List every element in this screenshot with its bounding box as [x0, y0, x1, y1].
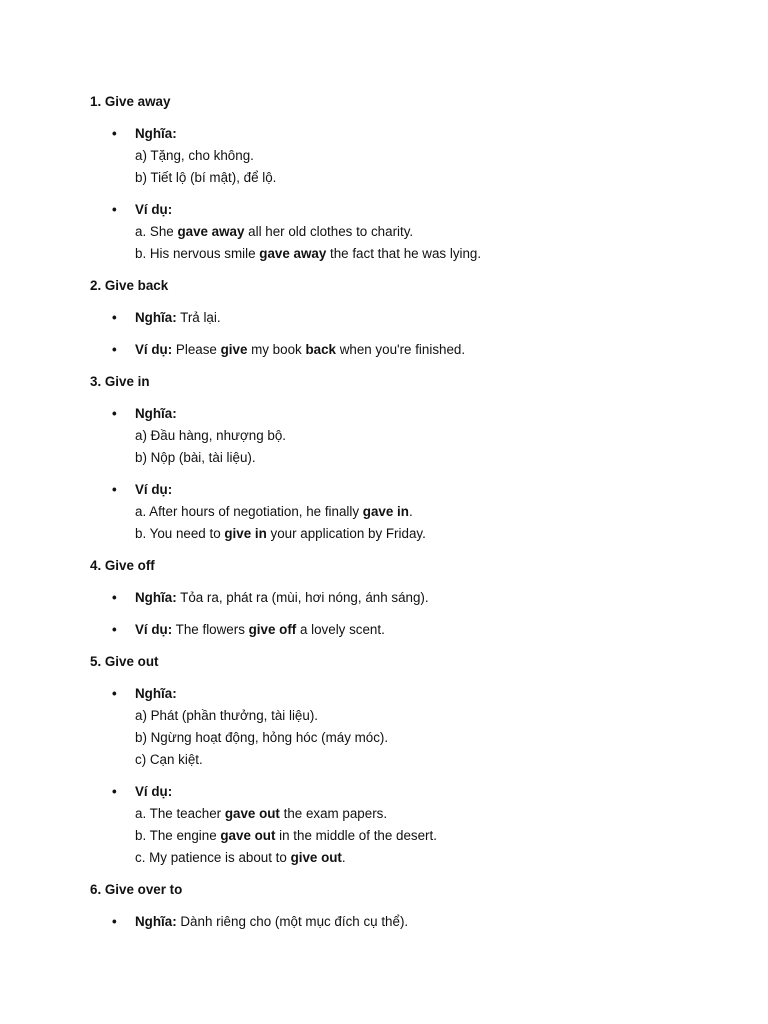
- meaning-label: Nghĩa:: [135, 914, 177, 929]
- meaning-line: a) Phát (phần thưởng, tài liệu).: [135, 708, 318, 723]
- example-item: [90, 781, 710, 869]
- meaning-line: a) Tặng, cho không.: [135, 148, 254, 163]
- phrasal-verb: gave in: [362, 504, 409, 519]
- meaning-item: [90, 123, 710, 189]
- bullet-icon: •: [112, 342, 117, 357]
- phrasal-verb: gave away: [259, 246, 327, 261]
- meaning-text: Trả lại.: [176, 310, 221, 325]
- bullet-icon: •: [112, 310, 117, 325]
- example-label: Ví dụ:: [135, 342, 173, 357]
- meaning-item: [90, 307, 710, 329]
- meaning-line: b) Ngừng hoạt động, hỏng hóc (máy móc).: [135, 730, 389, 745]
- phrasal-verb: give in: [224, 526, 267, 541]
- example-label: Ví dụ:: [135, 202, 173, 217]
- entry-title: 4. Give off: [90, 558, 155, 573]
- bullet-icon: •: [112, 590, 117, 605]
- entry-title: 6. Give over to: [90, 882, 183, 897]
- example-line: a. After hours of negotiation, he finally gave in.: [135, 504, 413, 519]
- example-item: • Ví dụ: Please give my book back when you're finished.: [90, 339, 710, 361]
- example-line: c. My patience is about to give out.: [135, 850, 346, 865]
- example-line: b. His nervous smile gave away the fact that he was lying.: [135, 246, 482, 261]
- meaning-item: [90, 911, 710, 933]
- meaning-label: Nghĩa:: [135, 686, 177, 701]
- bullet-icon: •: [112, 784, 117, 799]
- meaning-label: Nghĩa:: [135, 126, 177, 141]
- meaning-item: [90, 403, 710, 469]
- bullet-icon: •: [112, 686, 117, 701]
- bullet-icon: •: [112, 126, 117, 141]
- meaning-label: Nghĩa:: [135, 310, 177, 325]
- meaning-line: b) Tiết lộ (bí mật), để lộ.: [135, 170, 277, 185]
- phrasal-verb: back: [305, 342, 336, 357]
- meaning-item: [90, 683, 710, 771]
- example-label: Ví dụ:: [135, 784, 173, 799]
- entry-title: 3. Give in: [90, 374, 150, 389]
- meaning-line: a) Đầu hàng, nhượng bộ.: [135, 428, 287, 443]
- meaning-text: Dành riêng cho (một mục đích cụ thể).: [176, 914, 409, 929]
- bullet-icon: •: [112, 406, 117, 421]
- meaning-line: c) Cạn kiệt.: [135, 752, 203, 767]
- phrasal-verb: give: [220, 342, 248, 357]
- entry-title: 1. Give away: [90, 94, 171, 109]
- example-line: a. The teacher gave out the exam papers.: [135, 806, 388, 821]
- phrasal-verb: gave out: [220, 828, 276, 843]
- meaning-item: [90, 587, 710, 609]
- example-item: • Ví dụ: The flowers give off a lovely scent.: [90, 619, 710, 641]
- meaning-line: b) Nộp (bài, tài liệu).: [135, 450, 256, 465]
- phrasal-verb: give off: [248, 622, 297, 637]
- bullet-icon: •: [112, 202, 117, 217]
- phrasal-verb: gave out: [224, 806, 280, 821]
- example-line: a. She gave away all her old clothes to charity.: [135, 224, 414, 239]
- example-line: b. The engine gave out in the middle of the desert.: [135, 828, 437, 843]
- example-label: Ví dụ:: [135, 622, 173, 637]
- example-line: b. You need to give in your application by Friday.: [135, 526, 426, 541]
- phrasal-verb: give out: [290, 850, 342, 865]
- bullet-icon: •: [112, 622, 117, 637]
- entry-title: 2. Give back: [90, 278, 169, 293]
- example-item: [90, 199, 710, 265]
- example-label: Ví dụ:: [135, 482, 173, 497]
- meaning-label: Nghĩa:: [135, 406, 177, 421]
- bullet-icon: •: [112, 482, 117, 497]
- document-body: [90, 91, 710, 943]
- bullet-icon: •: [112, 914, 117, 929]
- meaning-text: Tỏa ra, phát ra (mùi, hơi nóng, ánh sáng).: [176, 590, 429, 605]
- example-item: [90, 479, 710, 545]
- entry-title: 5. Give out: [90, 654, 159, 669]
- phrasal-verb: gave away: [177, 224, 245, 239]
- meaning-label: Nghĩa:: [135, 590, 177, 605]
